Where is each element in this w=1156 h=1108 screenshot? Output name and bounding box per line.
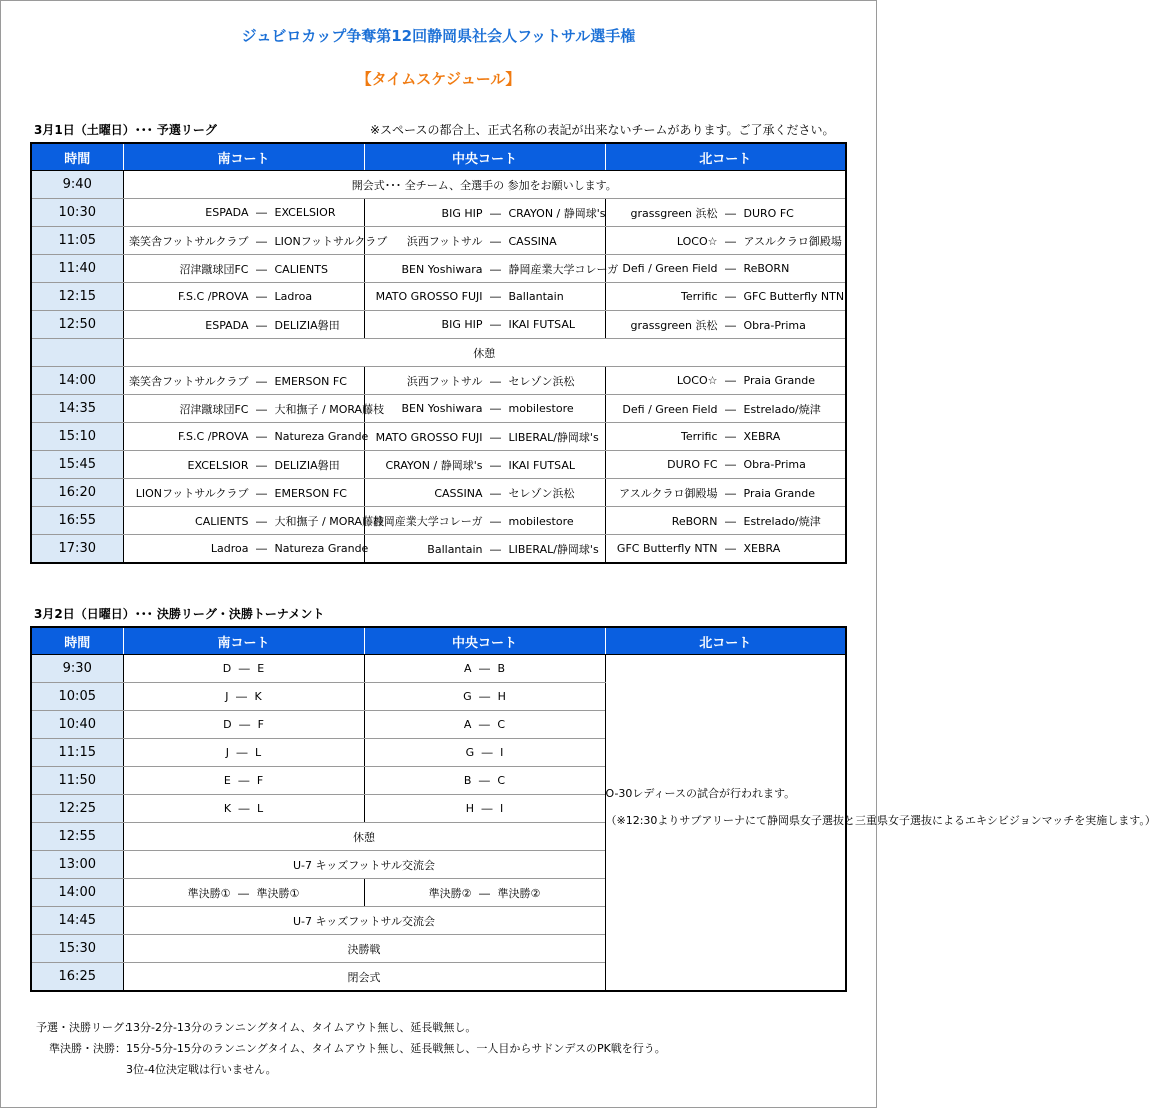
team-home: CALIENTS bbox=[195, 514, 249, 528]
versus-dash: ― bbox=[479, 690, 491, 703]
versus-dash: ― bbox=[481, 802, 493, 815]
versus-dash: ― bbox=[256, 318, 267, 332]
team-away: F bbox=[257, 718, 264, 731]
versus-dash: ― bbox=[725, 486, 736, 500]
team-home: 浜西フットサル bbox=[406, 234, 483, 248]
header-north-court: 北コート bbox=[605, 143, 846, 171]
time-cell: 11:15 bbox=[31, 739, 123, 767]
versus-dash: ― bbox=[725, 430, 736, 443]
versus-dash: ― bbox=[490, 430, 501, 444]
south-match bbox=[123, 255, 364, 283]
versus-dash: ― bbox=[236, 746, 248, 759]
table-row bbox=[31, 367, 846, 395]
rules-notes bbox=[36, 1017, 666, 1080]
team-home: Terrific bbox=[680, 290, 718, 303]
central-match bbox=[364, 507, 605, 535]
day1-schedule-table bbox=[30, 142, 847, 564]
versus-dash: ― bbox=[490, 514, 501, 528]
table-row bbox=[31, 451, 846, 479]
versus-dash: ― bbox=[236, 690, 248, 703]
team-home: BIG HIP bbox=[441, 206, 483, 220]
south-match bbox=[123, 199, 364, 227]
team-away: EMERSON FC bbox=[274, 486, 347, 500]
team-home: G bbox=[463, 690, 472, 703]
team-home: B bbox=[463, 774, 472, 787]
versus-dash: ― bbox=[256, 542, 267, 555]
time-cell: 11:50 bbox=[31, 767, 123, 795]
central-match bbox=[364, 739, 605, 767]
central-match bbox=[364, 767, 605, 795]
team-home: LOCO☆ bbox=[676, 234, 718, 248]
team-home: MATO GROSSO FUJI bbox=[375, 430, 483, 444]
team-away: LIBERAL/静岡球's bbox=[508, 542, 599, 556]
team-away: CALIENTS bbox=[274, 262, 328, 276]
team-home: 楽笑舎フットサルクラブ bbox=[129, 234, 249, 248]
team-home: Ballantain bbox=[427, 542, 483, 556]
note-text: 3位-4位決定戦は行いません。 bbox=[126, 1063, 277, 1076]
north-match bbox=[605, 507, 846, 535]
team-away: セレゾン浜松 bbox=[508, 486, 575, 500]
team-home: 浜西フットサル bbox=[406, 374, 483, 388]
time-cell: 14:00 bbox=[31, 879, 123, 907]
team-away: DURO FC bbox=[743, 206, 794, 220]
header-north-court: 北コート bbox=[605, 627, 846, 655]
team-home: 静岡産業大学コレーガ bbox=[372, 514, 483, 528]
note-text: 13分-2分-13分のランニングタイム、タイムアウト無し、延長戦無し。 bbox=[126, 1021, 477, 1034]
south-match bbox=[123, 795, 364, 823]
time-cell: 14:45 bbox=[31, 907, 123, 935]
closing-ceremony-cell: 閉会式 bbox=[123, 963, 605, 992]
table-row bbox=[31, 171, 846, 199]
break-cell: 休憩 bbox=[123, 823, 605, 851]
header-south-court: 南コート bbox=[123, 627, 364, 655]
north-match bbox=[605, 367, 846, 395]
time-cell: 15:45 bbox=[31, 451, 123, 479]
central-match bbox=[364, 479, 605, 507]
header-time: 時間 bbox=[31, 143, 123, 171]
north-match bbox=[605, 255, 846, 283]
versus-dash: ― bbox=[490, 458, 501, 472]
time-cell bbox=[31, 339, 123, 367]
team-away: H bbox=[497, 690, 506, 703]
versus-dash: ― bbox=[490, 290, 501, 303]
time-cell: 9:30 bbox=[31, 655, 123, 683]
kids-event-cell: U-7 キッズフットサル交流会 bbox=[123, 851, 605, 879]
south-match bbox=[123, 451, 364, 479]
team-home: DURO FC bbox=[667, 458, 718, 471]
table-row bbox=[31, 395, 846, 423]
time-cell: 17:30 bbox=[31, 535, 123, 564]
team-home: Terrific bbox=[680, 430, 718, 443]
central-match bbox=[364, 311, 605, 339]
team-home: E bbox=[223, 774, 231, 787]
versus-dash: ― bbox=[478, 718, 490, 731]
team-home: GFC Butterfly NTN bbox=[616, 542, 718, 555]
time-cell: 11:40 bbox=[31, 255, 123, 283]
team-away: Estrelado/焼津 bbox=[743, 402, 821, 416]
team-home: 沼津蹴球団FC bbox=[179, 402, 249, 416]
team-home: A bbox=[463, 662, 472, 675]
time-cell: 15:30 bbox=[31, 935, 123, 963]
table-row bbox=[31, 339, 846, 367]
time-cell: 12:15 bbox=[31, 283, 123, 311]
team-home: Defi / Green Field bbox=[622, 262, 718, 275]
team-away: アスルクラロ御殿場 bbox=[743, 234, 842, 248]
versus-dash: ― bbox=[256, 262, 267, 276]
versus-dash: ― bbox=[490, 206, 501, 220]
team-away: CASSINA bbox=[508, 234, 557, 248]
kids-event-cell: U-7 キッズフットサル交流会 bbox=[123, 907, 605, 935]
team-away: K bbox=[254, 690, 262, 703]
team-home: J bbox=[225, 746, 230, 759]
team-away: DELIZIA磐田 bbox=[274, 458, 340, 472]
versus-dash: ― bbox=[256, 486, 267, 500]
central-match bbox=[364, 395, 605, 423]
team-home: MATO GROSSO FUJI bbox=[375, 290, 483, 303]
table-row bbox=[31, 283, 846, 311]
versus-dash: ― bbox=[256, 402, 267, 416]
team-away: Estrelado/焼津 bbox=[743, 514, 821, 528]
north-match bbox=[605, 311, 846, 339]
versus-dash: ― bbox=[256, 458, 267, 472]
semifinal-team: 準決勝② bbox=[428, 886, 472, 900]
team-away: IKAI FUTSAL bbox=[508, 318, 575, 331]
versus-dash: ― bbox=[479, 886, 490, 900]
team-home: Defi / Green Field bbox=[622, 402, 718, 416]
versus-dash: ― bbox=[238, 662, 250, 675]
note-row bbox=[36, 1017, 666, 1038]
team-away: L bbox=[257, 802, 264, 815]
versus-dash: ― bbox=[478, 662, 490, 675]
versus-dash: ― bbox=[238, 886, 249, 900]
team-home: H bbox=[465, 802, 475, 815]
north-match bbox=[605, 479, 846, 507]
team-away: Praia Grande bbox=[743, 374, 816, 387]
day1-note: ※スペースの都合上、正式名称の表記が出来ないチームがあります。ご了承ください。 bbox=[370, 123, 835, 137]
team-home: CRAYON / 静岡球's bbox=[385, 458, 483, 472]
header-south-court: 南コート bbox=[123, 143, 364, 171]
team-away: Obra-Prima bbox=[743, 318, 806, 332]
team-away: I bbox=[500, 746, 504, 759]
team-away: Obra-Prima bbox=[743, 458, 806, 471]
versus-dash: ― bbox=[478, 774, 490, 787]
team-home: アスルクラロ御殿場 bbox=[619, 486, 718, 500]
central-match bbox=[364, 255, 619, 283]
team-home: BEN Yoshiwara bbox=[401, 262, 483, 276]
team-home: grassgreen 浜松 bbox=[630, 318, 718, 332]
time-cell: 10:40 bbox=[31, 711, 123, 739]
team-away: 大和撫子 / MORA藤枝 bbox=[274, 514, 385, 528]
day2-heading: 3月2日（日曜日）･･･ 決勝リーグ・決勝トーナメント bbox=[34, 607, 325, 621]
south-match bbox=[123, 227, 388, 255]
versus-dash: ― bbox=[238, 802, 250, 815]
versus-dash: ― bbox=[725, 542, 736, 555]
versus-dash: ― bbox=[725, 206, 736, 220]
versus-dash: ― bbox=[256, 206, 267, 219]
south-match bbox=[123, 311, 364, 339]
time-cell: 11:05 bbox=[31, 227, 123, 255]
team-away: B bbox=[497, 662, 506, 675]
team-away: EMERSON FC bbox=[274, 374, 347, 388]
central-match bbox=[364, 423, 605, 451]
team-away: LIBERAL/静岡球's bbox=[508, 430, 599, 444]
south-match bbox=[123, 535, 369, 564]
versus-dash: ― bbox=[725, 318, 736, 332]
versus-dash: ― bbox=[725, 262, 736, 275]
south-match bbox=[123, 423, 369, 451]
time-cell: 14:35 bbox=[31, 395, 123, 423]
day2-schedule-table bbox=[30, 626, 1156, 992]
team-away: LIONフットサルクラブ bbox=[274, 234, 388, 248]
team-home: CASSINA bbox=[434, 486, 483, 500]
time-cell: 16:20 bbox=[31, 479, 123, 507]
time-cell: 10:30 bbox=[31, 199, 123, 227]
north-match bbox=[605, 423, 846, 451]
semifinal-2-cell bbox=[364, 879, 605, 907]
central-match bbox=[364, 655, 605, 683]
note-label: 準決勝・決勝： bbox=[49, 1042, 126, 1055]
time-cell: 12:55 bbox=[31, 823, 123, 851]
team-away: XEBRA bbox=[743, 430, 781, 443]
team-away: GFC Butterfly NTN bbox=[743, 290, 845, 303]
north-note-main: O-30レディースの試合が行われます。 bbox=[605, 787, 796, 800]
north-match bbox=[605, 535, 846, 564]
team-home: Ladroa bbox=[210, 542, 249, 555]
north-match bbox=[605, 451, 846, 479]
time-cell: 16:25 bbox=[31, 963, 123, 992]
note-label: 予選・決勝リーグ： bbox=[36, 1021, 135, 1034]
versus-dash: ― bbox=[256, 514, 267, 528]
versus-dash: ― bbox=[490, 402, 501, 415]
table-row bbox=[31, 255, 846, 283]
versus-dash: ― bbox=[725, 290, 736, 303]
versus-dash: ― bbox=[490, 318, 501, 331]
versus-dash: ― bbox=[490, 374, 501, 388]
team-home: G bbox=[465, 746, 475, 759]
final-cell: 決勝戦 bbox=[123, 935, 605, 963]
central-match bbox=[364, 283, 605, 311]
break-cell: 休憩 bbox=[123, 339, 846, 367]
team-home: D bbox=[222, 662, 232, 675]
table-row bbox=[31, 227, 846, 255]
team-away: C bbox=[497, 718, 506, 731]
south-match bbox=[123, 711, 364, 739]
team-away: Praia Grande bbox=[743, 486, 816, 500]
team-away: 大和撫子 / MORA藤枝 bbox=[274, 402, 385, 416]
team-away: DELIZIA磐田 bbox=[274, 318, 340, 332]
team-away: Natureza Grande bbox=[274, 430, 369, 443]
team-home: A bbox=[463, 718, 472, 731]
team-home: D bbox=[223, 718, 232, 731]
time-cell: 9:40 bbox=[31, 171, 123, 199]
table-row bbox=[31, 535, 846, 564]
page-title: ジュビロカップ争奪第12回静岡県社会人フットサル選手権 bbox=[241, 27, 636, 45]
versus-dash: ― bbox=[481, 746, 493, 759]
team-home: 沼津蹴球団FC bbox=[179, 262, 249, 276]
note-row bbox=[36, 1038, 666, 1059]
team-home: EXCELSIOR bbox=[187, 458, 249, 472]
south-match bbox=[123, 767, 364, 795]
central-match bbox=[364, 711, 605, 739]
semifinal-team: 準決勝① bbox=[256, 886, 300, 900]
team-home: BEN Yoshiwara bbox=[401, 402, 483, 415]
south-match bbox=[123, 283, 364, 311]
team-away: F bbox=[256, 774, 264, 787]
team-away: mobilestore bbox=[508, 402, 574, 415]
team-away: E bbox=[257, 662, 265, 675]
central-match bbox=[364, 683, 605, 711]
team-away: Ballantain bbox=[508, 290, 564, 303]
south-match bbox=[123, 395, 385, 423]
team-away: EXCELSIOR bbox=[274, 206, 336, 219]
south-match bbox=[123, 479, 364, 507]
team-home: 楽笑舎フットサルクラブ bbox=[129, 374, 249, 388]
versus-dash: ― bbox=[256, 290, 267, 303]
team-away: XEBRA bbox=[743, 542, 781, 555]
team-home: ESPADA bbox=[205, 318, 249, 332]
semifinal-1-cell bbox=[123, 879, 364, 907]
team-away: Natureza Grande bbox=[274, 542, 369, 555]
central-match bbox=[364, 199, 605, 227]
team-away: CRAYON / 静岡球's bbox=[508, 206, 606, 220]
table-row bbox=[31, 479, 846, 507]
north-note-exhibition: （※12:30よりサブアリーナにて静岡県女子選抜と三重県女子選抜によるエキシビジョンマッチを実施します。） bbox=[605, 814, 1156, 827]
north-match bbox=[605, 395, 846, 423]
central-match bbox=[364, 451, 605, 479]
central-match bbox=[364, 367, 605, 395]
table-row bbox=[31, 311, 846, 339]
time-cell: 10:05 bbox=[31, 683, 123, 711]
team-home: ESPADA bbox=[205, 206, 249, 219]
team-home: J bbox=[225, 690, 229, 703]
versus-dash: ― bbox=[725, 234, 736, 248]
time-cell: 12:25 bbox=[31, 795, 123, 823]
table-row bbox=[31, 507, 846, 535]
north-match bbox=[605, 227, 846, 255]
versus-dash: ― bbox=[490, 234, 501, 248]
north-court-note bbox=[605, 655, 1156, 992]
team-home: K bbox=[223, 802, 232, 815]
south-match bbox=[123, 507, 385, 535]
header-central-court: 中央コート bbox=[364, 627, 605, 655]
team-home: LIONフットサルクラブ bbox=[135, 486, 249, 500]
versus-dash: ― bbox=[490, 486, 501, 500]
versus-dash: ― bbox=[725, 458, 736, 471]
semifinal-team: 準決勝① bbox=[187, 886, 231, 900]
note-text: 15分-5分-15分のランニングタイム、タイムアウト無し、延長戦無し、一人目からサドンデスのPK戦を行う。 bbox=[126, 1042, 666, 1055]
central-match bbox=[364, 795, 605, 823]
table-row bbox=[31, 199, 846, 227]
south-match bbox=[123, 739, 364, 767]
versus-dash: ― bbox=[490, 262, 501, 276]
semifinal-team: 準決勝② bbox=[497, 886, 541, 900]
time-cell: 13:00 bbox=[31, 851, 123, 879]
versus-dash: ― bbox=[725, 374, 736, 387]
time-cell: 12:50 bbox=[31, 311, 123, 339]
header-time: 時間 bbox=[31, 627, 123, 655]
team-away: 静岡産業大学コレーガ bbox=[508, 262, 619, 276]
south-match bbox=[123, 683, 364, 711]
versus-dash: ― bbox=[238, 774, 250, 787]
team-home: BIG HIP bbox=[441, 318, 483, 331]
page-subtitle: 【タイムスケジュール】 bbox=[356, 70, 521, 88]
central-match bbox=[364, 535, 605, 564]
team-home: F.S.C /PROVA bbox=[177, 290, 249, 303]
team-away: セレゾン浜松 bbox=[508, 374, 575, 388]
south-match bbox=[123, 367, 364, 395]
team-away: IKAI FUTSAL bbox=[508, 458, 575, 472]
team-away: L bbox=[255, 746, 262, 759]
team-away: C bbox=[497, 774, 506, 787]
opening-ceremony-cell: 開会式･･･ 全チーム、全選手の 参加をお願いします。 bbox=[123, 171, 846, 199]
header-central-court: 中央コート bbox=[364, 143, 605, 171]
versus-dash: ― bbox=[256, 374, 267, 388]
table-header-row bbox=[31, 627, 846, 655]
versus-dash: ― bbox=[725, 402, 736, 416]
table-row bbox=[31, 423, 846, 451]
table-header-row bbox=[31, 143, 846, 171]
versus-dash: ― bbox=[490, 542, 501, 556]
team-away: I bbox=[500, 802, 504, 815]
team-away: mobilestore bbox=[508, 514, 574, 528]
team-away: Ladroa bbox=[274, 290, 313, 303]
team-away: ReBORN bbox=[743, 262, 790, 275]
note-row bbox=[36, 1059, 666, 1080]
north-match bbox=[605, 283, 846, 311]
team-home: LOCO☆ bbox=[676, 374, 718, 387]
time-cell: 16:55 bbox=[31, 507, 123, 535]
table-row bbox=[31, 655, 846, 683]
day1-heading: 3月1日（土曜日）･･･ 予選リーグ bbox=[34, 123, 217, 137]
north-match bbox=[605, 199, 846, 227]
versus-dash: ― bbox=[239, 718, 251, 731]
team-home: grassgreen 浜松 bbox=[630, 206, 718, 220]
team-home: ReBORN bbox=[671, 514, 718, 528]
versus-dash: ― bbox=[256, 430, 267, 443]
time-cell: 14:00 bbox=[31, 367, 123, 395]
team-home: F.S.C /PROVA bbox=[177, 430, 249, 443]
time-cell: 15:10 bbox=[31, 423, 123, 451]
versus-dash: ― bbox=[256, 234, 267, 248]
central-match bbox=[364, 227, 605, 255]
south-match bbox=[123, 655, 364, 683]
versus-dash: ― bbox=[725, 514, 736, 528]
